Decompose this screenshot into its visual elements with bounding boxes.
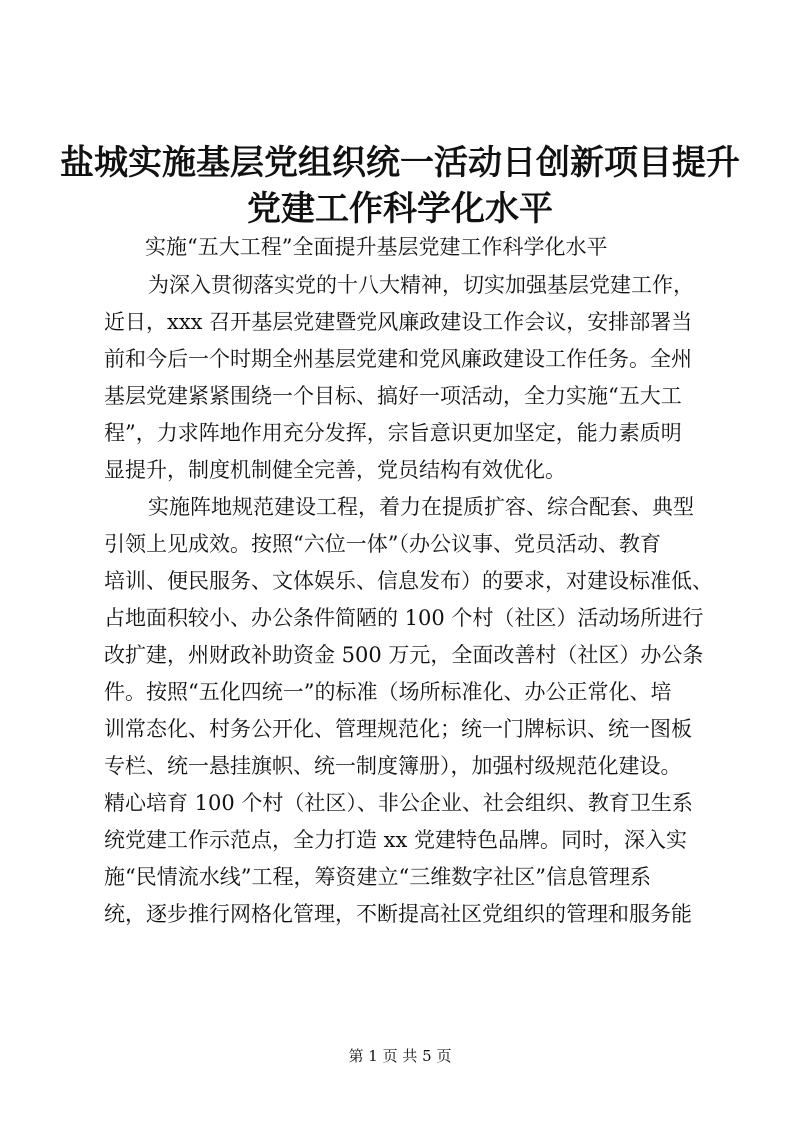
body-line: 显提升，制度机制健全完善，党员结构有效优化。 [104,458,566,482]
body-line: 实施阵地规范建设工程，着力在提质扩容、综合配套、典型 [148,495,694,519]
title-line-1: 盐城实施基层党组织统一活动日创新项目提升 [60,143,740,183]
body-line: 程”，力求阵地作用充分发挥，宗旨意识更加坚定，能力素质明 [104,421,682,445]
body-line: 基层党建紧紧围绕一个目标、搞好一项活动，全力实施“五大工 [104,384,682,408]
page-number-footer: 第 1 页 共 5 页 [348,1047,452,1065]
body-line: 施“民情流水线”工程，筹资建立“三维数字社区”信息管理系 [104,865,651,889]
body-line: 培训、便民服务、文体娱乐、信息发布）的要求，对建设标准低、 [104,569,713,593]
title-line-2: 党建工作科学化水平 [247,189,553,229]
body-line: 近日，xxx 召开基层党建暨党风廉政建设工作会议，安排部署当 [104,310,693,334]
body-line: 专栏、统一悬挂旗帜、统一制度簿册），加强村级规范化建设。 [104,754,682,778]
body-line: 统党建工作示范点，全力打造 xx 党建特色品牌。同时，深入实 [104,828,688,852]
body-line: 为深入贯彻落实党的十八大精神，切实加强基层党建工作， [148,273,694,297]
body-text [104,267,713,933]
body-line: 件。按照“五化四统一”的标准（场所标准化、办公正常化、培 [104,680,672,704]
body-line: 统，逐步推行网格化管理，不断提高社区党组织的管理和服务能 [104,902,692,926]
body-line: 前和今后一个时期全州基层党建和党风廉政建设工作任务。全州 [104,347,692,371]
body-line: 占地面积较小、办公条件简陋的 100 个村（社区）活动场所进行 [104,606,704,630]
body-line: 引领上见成效。按照“六位一体”（办公议事、党员活动、教育 [104,532,661,556]
document-subtitle: 实施“五大工程”全面提升基层党建工作科学化水平 [145,235,608,259]
body-line: 改扩建，州财政补助资金 500 万元，全面改善村（社区）办公条 [104,643,704,667]
body-line: 精心培育 100 个村（社区）、非公企业、社会组织、教育卫生系 [104,791,693,815]
document-title [60,140,740,232]
body-line: 训常态化、村务公开化、管理规范化；统一门牌标识、统一图板 [104,717,692,741]
